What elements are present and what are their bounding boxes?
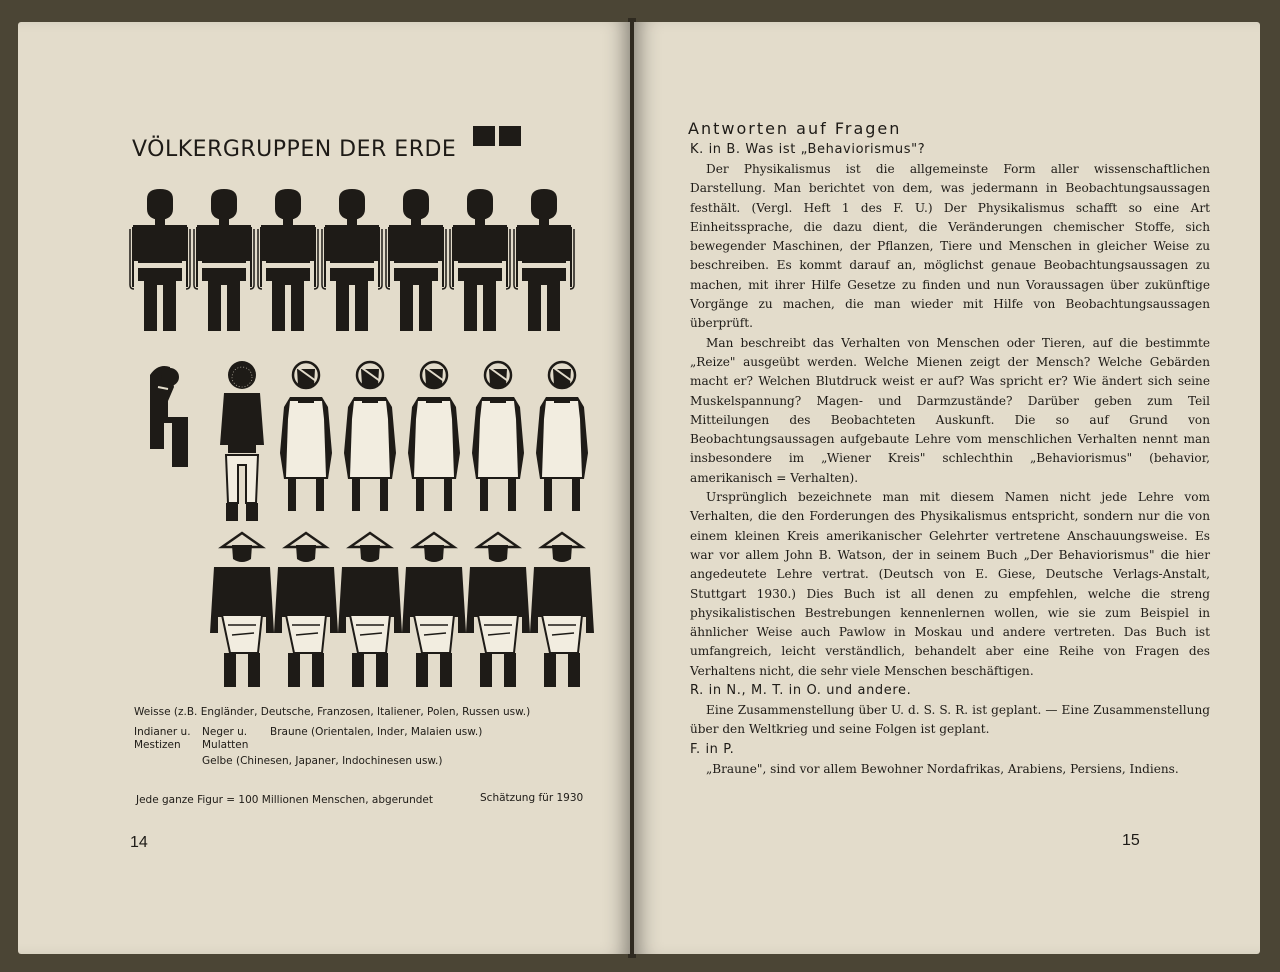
- legend-indianer-1: Indianer u.: [134, 726, 191, 738]
- section-heading: Antworten auf Fragen: [688, 119, 902, 138]
- estimate-note: Schätzung für 1930: [480, 792, 584, 804]
- page-number-right: 15: [1122, 832, 1140, 849]
- left-page: [18, 22, 630, 954]
- figure-braune: [280, 362, 332, 511]
- figure-weisse: [450, 189, 510, 331]
- figure-weisse: [258, 189, 318, 331]
- legend-weisse: Weisse (z.B. Engländer, Deutsche, Franzosen, Italiener, Polen, Russen usw.): [134, 706, 531, 718]
- figure-weisse: [130, 189, 190, 331]
- figure-gelbe: [530, 533, 594, 687]
- figure-braune: [344, 362, 396, 511]
- figure-indianer-half: [150, 366, 188, 467]
- publisher-mark-icon: [473, 126, 525, 146]
- figure-weisse: [514, 189, 574, 331]
- legend-neger-2: Mulatten: [202, 739, 249, 751]
- legend-neger-1: Neger u.: [202, 726, 248, 738]
- figure-gelbe: [210, 533, 274, 687]
- page-number-left: 14: [130, 834, 148, 851]
- question-1: K. in B. Was ist „Behaviorismus"?: [690, 142, 926, 157]
- question-3: F. in P.: [690, 741, 735, 757]
- figure-gelbe: [274, 533, 338, 687]
- paragraph-1: Der Physikalismus ist die allgemeinste Form aller wissenschaftlichen Darstellung. Man berichtet von dem, was jedermann in Beobachtungsaussagen festhält. (Vergl. Heft 1 des F. U.) Der Physikalismus schafft so eine Art Einheitssprache, die dazu dient, die Veränderungen chemischer Stoffe, sich bewegender Maschinen, der Pflanzen, Tiere und Menschen in gleicher Weise zu beschreiben. Es kommt darauf an, möglichst genaue Beobachtungsaussagen zu machen, mit ihrer Hilfe Gesetze zu finden und nun Voraussagen über zukünftige Vorgänge zu machen, die man wieder mit Hilfe von Beobachtungsaussagen überprüft.: [690, 162, 1210, 331]
- chart-title: VÖLKERGRUPPEN DER ERDE: [132, 137, 457, 162]
- article-body: [690, 140, 1210, 779]
- legend-braune: Braune (Orientalen, Inder, Malaien usw.): [270, 726, 483, 738]
- figure-braune: [472, 362, 524, 511]
- legend-gelbe: Gelbe (Chinesen, Japaner, Indochinesen usw.): [202, 755, 443, 767]
- figure-row-mixed: [18, 357, 630, 527]
- question-2: R. in N., M. T. in O. und andere.: [690, 683, 912, 699]
- figure-weisse: [386, 189, 446, 331]
- figure-neger: [220, 361, 264, 521]
- paragraph-4: Eine Zusammenstellung über U. d. S. S. R. ist geplant. — Eine Zusammenstellung über den Weltkrieg und seine Folgen ist geplant.: [690, 703, 1210, 737]
- figure-gelbe: [466, 533, 530, 687]
- paragraph-2: Man beschreibt das Verhalten von Menschen oder Tieren, auf die bestimmte „Reize" ausgeübt werden. Welche Mienen zeigt der Mensch? Welche Gebärden macht er? Welchen Blutdruck weist er auf? Was spricht er? Wie ändert sich seine Muskelspannung? Magen- und Darmzustände? Darüber geben zum Teil Mitteilungen des Beobachteten Auskunft. Die so auf Grund von Beobachtungsaussagen aufgebaute Lehre vom menschlichen Verhalten nennt man insbesondere im „Wiener Kreis" schlechthin „Behaviorismus" (behavior, amerikanisch = Verhalten).: [690, 335, 1210, 485]
- figure-braune: [536, 362, 588, 511]
- figure-weisse: [322, 189, 382, 331]
- legend-indianer-2: Mestizen: [134, 739, 181, 751]
- paragraph-5: „Braune", sind vor allem Bewohner Nordafrikas, Arabiens, Persiens, Indiens.: [706, 761, 1179, 776]
- figure-braune: [408, 362, 460, 511]
- figure-gelbe: [338, 533, 402, 687]
- figure-row-gelbe: [18, 527, 630, 702]
- figure-weisse: [194, 189, 254, 331]
- right-page: [634, 22, 1260, 954]
- figure-row-weisse: [18, 187, 630, 352]
- paragraph-3: Ursprünglich bezeichnete man mit diesem Namen nicht jede Lehre vom Verhalten, die den Forderungen des Physikalismus entspricht, sondern nur die von einem kleinen Kreis amerikanischer Gelehrter vertretene Anschauungsweise. Es war vor allem John B. Watson, der in seinem Buch „Der Behaviorismus" die hier angedeutete Lehre vertrat. (Deutsch von E. Giese, Deutsche Verlags-Anstalt, Stuttgart 1930.) Dies Buch ist all denen zu empfehlen, welche die streng physikalistischen Bestrebungen kennenlernen wollen, wie sie zum Beispiel in ähnlicher Weise auch Pawlow in Moskau und andere vertreten. Das Buch ist umfangreich, leicht verständlich, behandelt aber eine Reihe von Fragen des Verhaltens nicht, die sehr viele Menschen beschäftigen.: [690, 490, 1210, 678]
- figure-gelbe: [402, 533, 466, 687]
- footnote: Jede ganze Figur = 100 Millionen Menschen, abgerundet: [136, 794, 433, 806]
